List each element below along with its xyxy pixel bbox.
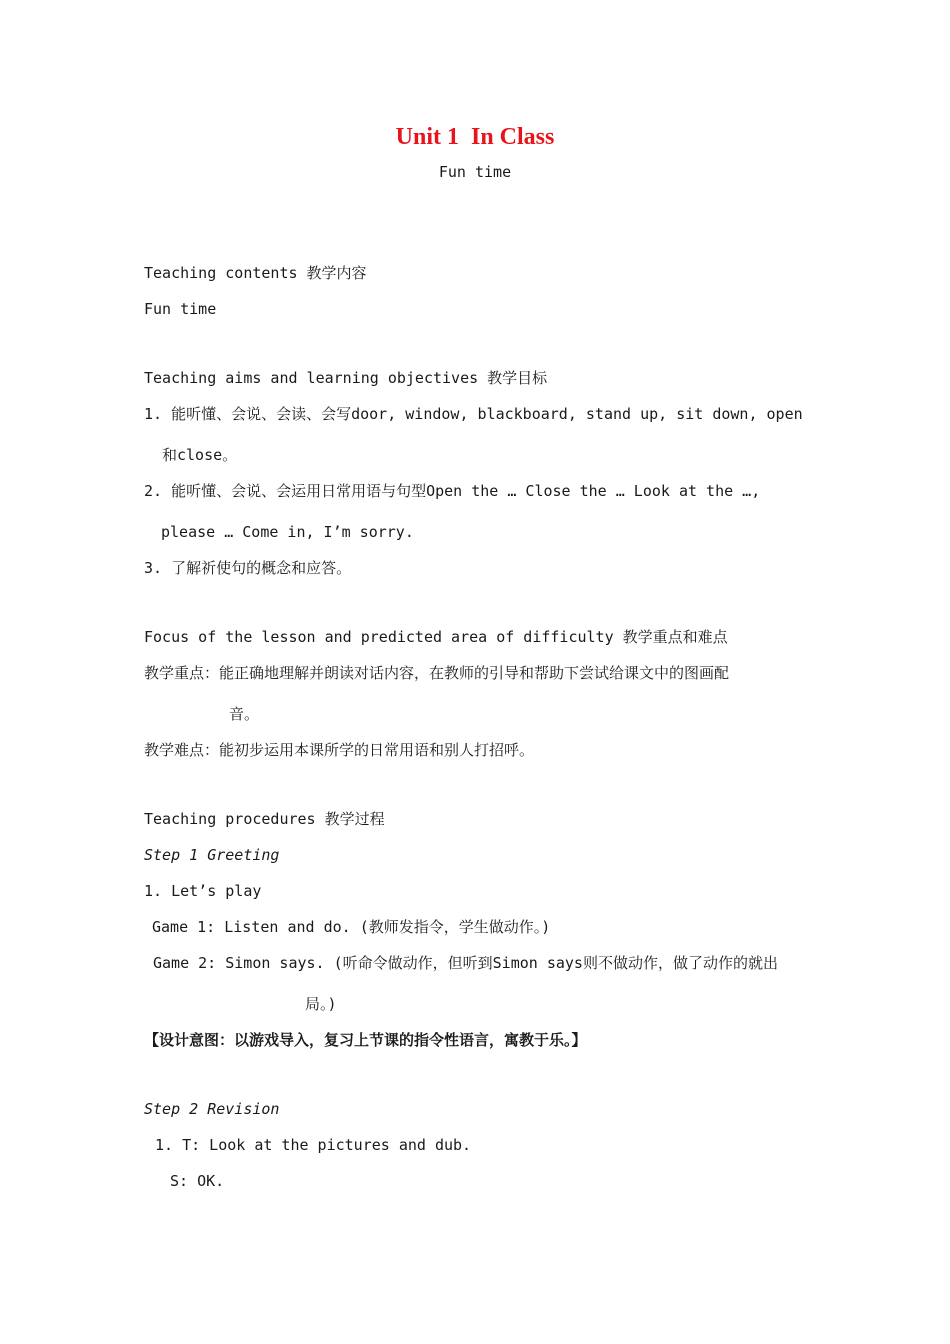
step-1-item-1: 1. Let’s play (144, 882, 262, 900)
procedures-heading: Teaching procedures 教学过程 (144, 810, 385, 828)
page-title: Unit 1 In Class (395, 124, 555, 150)
game-1: Game 1: Listen and do. (教师发指令，学生做动作。) (152, 918, 551, 936)
aims-item-3: 3. 了解祈使句的概念和应答。 (144, 559, 352, 577)
focus-key-point: 教学重点：能正确地理解并朗读对话内容，在教师的引导和帮助下尝试给课文中的图画配 (144, 664, 730, 682)
step-2-heading: Step 2 Revision (144, 1100, 280, 1118)
aims-item-2: 2. 能听懂、会说、会运用日常用语与句型Open the … Close the … Look at the …, (144, 482, 761, 500)
step-2-teacher-line: 1. T: Look at the pictures and dub. (155, 1136, 472, 1154)
design-intent-note: 【设计意图：以游戏导入，复习上节课的指令性语言，寓教于乐。】 (144, 1031, 587, 1049)
contents-heading: Teaching contents 教学内容 (144, 264, 367, 282)
focus-heading: Focus of the lesson and predicted area of difficulty 教学重点和难点 (144, 628, 728, 646)
focus-key-point-cont: 音。 (229, 705, 260, 723)
aims-item-2-cont: please … Come in, I’m sorry. (161, 523, 414, 541)
page-subtitle: Fun time (438, 163, 512, 181)
aims-item-1: 1. 能听懂、会说、会读、会写door, window, blackboard, stand up, sit down, open (144, 405, 803, 423)
step-2-student-line: S: OK. (170, 1172, 225, 1190)
focus-difficulty: 教学难点：能初步运用本课所学的日常用语和别人打招呼。 (144, 741, 535, 759)
aims-item-1-cont: 和close。 (162, 446, 238, 464)
game-2: Game 2: Simon says. (听命令做动作，但听到Simon says则不做动作，做了动作的就出 (153, 954, 778, 972)
contents-body: Fun time (144, 300, 217, 318)
step-1-heading: Step 1 Greeting (144, 846, 280, 864)
game-2-cont: 局。) (305, 995, 337, 1013)
aims-heading: Teaching aims and learning objectives 教学目标 (144, 369, 548, 387)
